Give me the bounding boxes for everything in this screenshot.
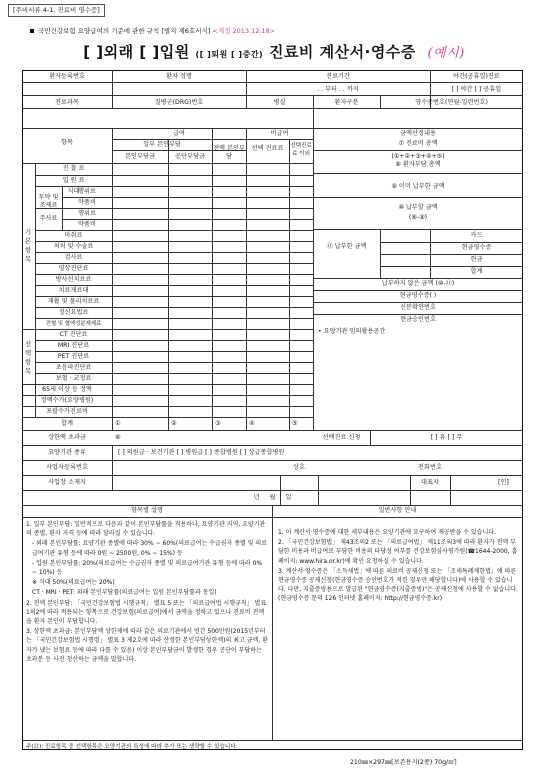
row-psychiatric: 정신요법료	[58, 309, 89, 316]
document-title	[0, 41, 548, 62]
label-biz-no: 사업자등록번호	[46, 464, 88, 471]
calc-total-formula: (①+②+③+④+⑤)	[391, 153, 445, 160]
label-institution-type: 요양기관 종류	[48, 449, 86, 456]
calc-paid-amount: ⑪ 납부한 금액	[326, 243, 367, 250]
row-pet: PET 진단료	[57, 353, 90, 360]
note-right-1: 1. 이 계산서·영수증에 대한 세부내용은 요양기관에 요구하여 제공받을 수 있습니다.	[278, 529, 496, 536]
calc-total: ⑦ 진료비 총액	[398, 140, 438, 147]
marker-2: ②	[171, 420, 177, 427]
header-item: 항목	[61, 139, 73, 146]
revision-text: <개정 2013.12.18>	[212, 27, 276, 35]
row-total: 합계	[61, 420, 73, 427]
label-drg: 질병군(DRG)번호	[154, 99, 204, 106]
header-copay-patient: 본인부담금	[125, 153, 155, 160]
row-radiation: 방사선치료료	[55, 276, 92, 283]
notes-right	[278, 528, 518, 605]
calc-identity: 신분확인번호	[400, 304, 436, 311]
row-surgery: 처치 및 수술료	[53, 243, 94, 250]
label-room: 병실	[273, 99, 286, 106]
note-left-6: 2. 전액 본인부담: 「국민건강보험법 시행규칙」 별표 5 또는 「의료급여법 시행규칙」 별표 1의2에 따라 적용되는 항목으로 건강보험(의료급여)에서 금액을 정하고 있으나 진료비 전액을 환자 본인이 부담합니다.	[26, 599, 267, 626]
paper-size: 210㎜×297㎜[보존용지(2종) 70g/㎡]	[350, 759, 457, 766]
row-imaging: 영상진단료	[58, 265, 89, 272]
row-anesthesia: 마취료	[64, 232, 83, 239]
row-ct: CT 진단료	[59, 331, 88, 338]
label-night: 야간(공휴일)진료	[453, 73, 500, 80]
note-left-1: 1. 일부 본인부담: 일반적으로 다음과 같이 본인부담률을 적용하나, 요양기관 지역, 요양기관의 종별, 환자 자격 등에 따라 달라질 수 있습니다.	[26, 521, 266, 538]
header-non-benefit: 비급여	[270, 130, 289, 137]
row-mri: MRI 진단료	[57, 342, 90, 349]
label-receipt-no: 영수증번호(연월-일련번호)	[415, 99, 488, 106]
pay-cash: 현금	[470, 256, 483, 263]
side-label-basic: 기본항목	[24, 228, 32, 263]
pay-card: 카드	[470, 232, 483, 239]
row-injection-drug: 약품비	[78, 221, 96, 228]
header-full-copay: 전액 본인부담	[213, 145, 245, 160]
row-meals: 식대	[67, 188, 80, 195]
row-test: 검사료	[64, 254, 83, 261]
label-department: 진료과목	[55, 99, 79, 106]
title-main: 진료비 계산서·영수증	[268, 43, 416, 61]
night-options[interactable]: [ ] 야간 [ ] 공휴일	[451, 86, 502, 93]
marker-5: ⑤	[292, 420, 298, 427]
calc-cash-receipt: 현금영수증( )	[399, 292, 437, 299]
period-field[interactable]: . . 부터 . . 까지	[317, 86, 359, 93]
row-fixed-fee: 정액수가(요양병원)	[40, 397, 94, 404]
calc-unpaid: 납부하지 않은 금액 (⑩-⑪)	[381, 280, 455, 287]
note-left-4: ※ 식대 50%(의료급여는 20%)	[32, 579, 115, 587]
header-benefit: 급여	[173, 130, 185, 137]
notes-left	[26, 520, 268, 665]
row-materials: 치료재료대	[58, 287, 89, 294]
calc-due: ⑩ 납부할 금액	[398, 204, 438, 211]
row-dispensing: 투약 및 조제료	[38, 194, 59, 209]
pay-total: 합계	[470, 268, 483, 275]
note-left-2: - 외래 본인부담률: 요양기관 종별에 따라 30% ~ 60%(의료급여는 수급권자 종별 및 의료급여기관 유형 등에 따라 0원 ~ 2500원, 0% ~ 15%) 등	[32, 540, 267, 557]
label-period: 진료기간	[326, 73, 350, 80]
label-rep: 대표자	[421, 479, 439, 486]
row-rehab: 재활 및 물리치료료	[47, 298, 100, 305]
note-right-2: 2. 「국민건강보험법」 제43조의2 또는 「의료급여법」 제11조의3에 따라 환자가 전액 부담한 비용과 비급여로 부담한 비용의 타당성 여부를 건강보험심사평가원(☎1644-2000, 홈페이지: www.hira.or.kr)에 확인 요청하실 수 있습니다.	[278, 539, 518, 565]
regulation-text: 국민건강보험 요양급여의 기준에 관한 규칙 [별지 제6호서식]	[38, 27, 211, 35]
bullet-icon	[30, 29, 34, 33]
notes-left-title: 항목별 설명	[131, 507, 163, 514]
note-right-3: 3. 계산서·영수증은 「소득세법」에 따른 의료비 공제신청 또는 「조세특례제한법」에 따른 현금영수증 공제신청(현금영수증 승인번호가 적힌 경우만 해당합니다)에 사용할 수 있습니다. 다만, 지출증빙용으로 발급된 "현금영수증(지출증빙)"은 공제신청에 사용할 수 없습니다. (현금영수증 문의 126 인터넷 홈페이지: http://현금영수증.kr)	[278, 567, 518, 603]
row-injection-action: 행위료	[78, 210, 96, 217]
label-patient-name: 환자 성명	[166, 73, 192, 80]
label-patient-reg-no: 환자등록번호	[49, 73, 85, 80]
label-address: 사업장 소재지	[48, 479, 86, 486]
label-selective-doctor: 선택진료 신청	[322, 434, 361, 441]
label-phone: 전화번호	[418, 464, 442, 471]
row-injection: 주사료	[39, 215, 58, 222]
label-patient-type: 환자구분	[334, 99, 359, 106]
calc-paid: ⑨ 이미 납부한 금액	[391, 183, 445, 190]
regulation-line	[30, 26, 275, 35]
marker-1: ①	[115, 420, 121, 427]
label-company: 상호	[293, 464, 305, 471]
row-excess: 상한액 초과금	[48, 434, 86, 441]
marker-6: ⑥	[115, 434, 121, 441]
institution-types[interactable]: [ ] 의원급 · 보건기관 [ ] 병원급 [ ] 종합병원 [ ] 상급종합병원	[118, 449, 285, 456]
calc-approval: 현금승인번호	[400, 316, 436, 323]
note-left-7: 3. 상한액 초과금: 본인부담액 상한제에 따라 같은 의료기관에서 연간 500만원(2015년부터는 「국민건강보험법 시행령」 별표 3 제2호에 따라 산정한 본인부담상한액)의 최고 금액, 환자가 냈는 보험료 등에 따라 다를 수 있음) 이상 본인부담금이 발생한 경우 공단이 부담하는 초과분 등 사전 청산하는 금액을 말합니다.	[26, 628, 268, 663]
header-copay-group: 일부 본인부담	[143, 141, 181, 148]
header-copay-fund: 공단부담금	[175, 153, 205, 160]
row-ultrasound: 초음파진단료	[55, 364, 92, 371]
header-selective: 선택 진료료	[251, 145, 284, 152]
footnote: 주(註): 진료항목 중 선택항목은 요양기관의 특성에 따라 추가 또는 생략할 수 있습니다.	[26, 744, 238, 750]
selective-doctor-options[interactable]: [ ] 유 [ ] 무	[430, 434, 463, 441]
row-fixed-65: 65세 이상 등 정액	[42, 386, 92, 393]
calc-patient-total: ⑧ 환자부담 총액	[395, 161, 441, 168]
row-dispensing-drug: 약품비	[78, 199, 96, 206]
marker-4: ④	[249, 420, 255, 427]
row-drg-fee: 포괄수가진료비	[46, 408, 88, 415]
row-hospitalization: 입 원 료	[62, 177, 85, 184]
note-left-5: CT · MRI · PET: 외래 본인부담률(의료급여는 입원 본인부담률과 동일)	[32, 589, 217, 597]
row-dispensing-action: 행위료	[78, 188, 96, 195]
calc-memo: • 요양기관 임의활용공간	[318, 328, 386, 335]
seal-mark: [인]	[498, 479, 509, 486]
title-sub: ([ ]퇴원 [ ]중간)	[195, 50, 264, 59]
issue-date: 년 월 일	[253, 494, 292, 501]
row-blood: 전혈 및 혈액성분제제료	[45, 321, 102, 327]
form-id-label: [주비서류 4-1. 진료비 영수증]	[8, 4, 105, 17]
row-prosthetic: 보철 · 교정료	[55, 375, 92, 382]
row-consultation: 진 찰 료	[62, 165, 85, 172]
title-prefix: [ ]외래 [ ]입원	[83, 43, 190, 61]
title-example: (예시)	[427, 46, 465, 61]
pay-cash-receipt: 현금영수증	[461, 244, 492, 251]
marker-3: ③	[215, 420, 221, 427]
header-non-selective: 선택진료료 이외	[290, 143, 312, 157]
header-calc: 금액산정내용	[400, 130, 436, 137]
note-left-3: - 입원 본인부담률: 20%(의료급여는 수급권자 종별 및 의료급여기관 유형 등에 따라 0% ~ 10%) 등	[32, 559, 263, 577]
side-label-selective: 선택항목	[24, 340, 32, 375]
calc-due-formula: (⑧-⑨)	[408, 214, 428, 221]
notes-right-title: 일반사항 안내	[378, 507, 417, 514]
